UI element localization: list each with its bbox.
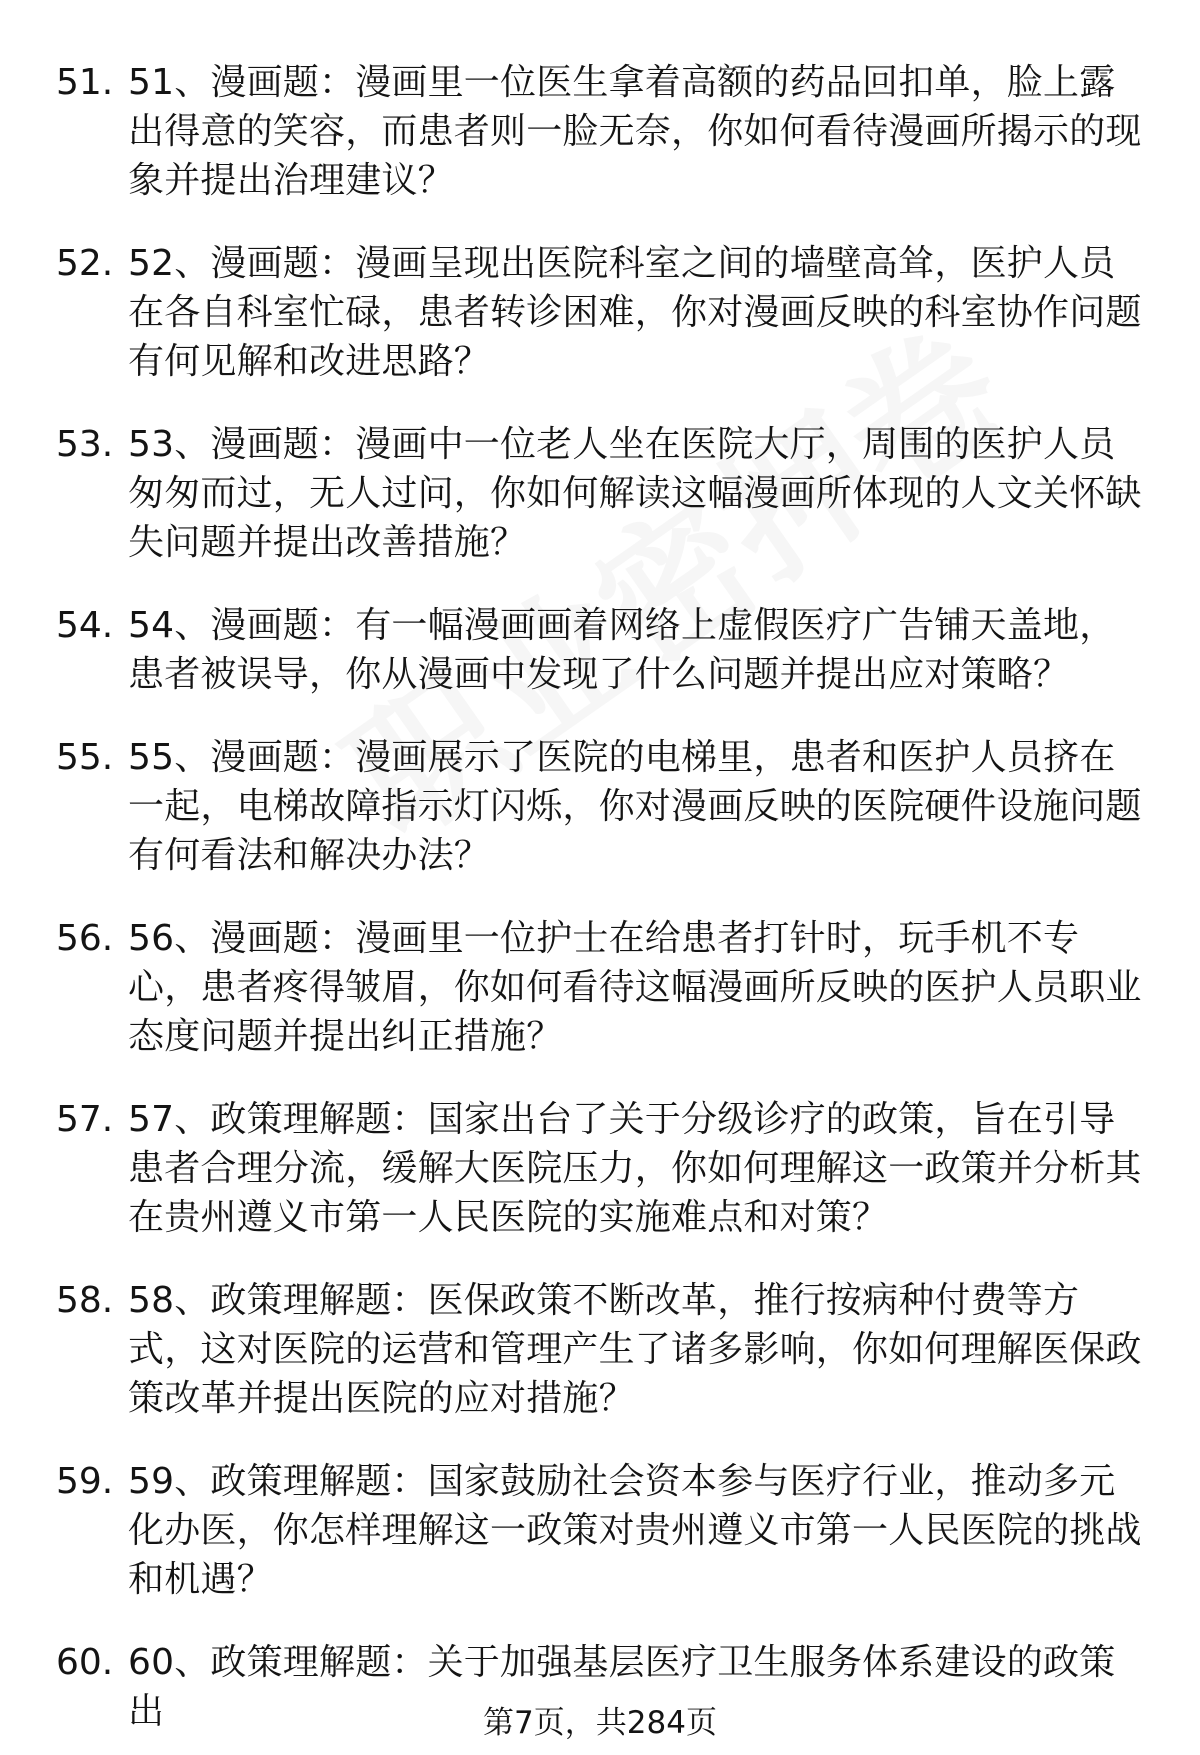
question-text: 54、漫画题：有一幅漫画画着网络上虚假医疗广告铺天盖地，患者被误导，你从漫画中发现了什么问题并提出应对策略？ [128,605,1116,695]
question-text: 59、政策理解题：国家鼓励社会资本参与医疗行业，推动多元化办医，你怎样理解这一政策对贵州遵义市第一人民医院的挑战和机遇？ [128,1461,1142,1600]
question-list [0,58,1200,1755]
question-text: 55、漫画题：漫画展示了医院的电梯里，患者和医护人员挤在一起，电梯故障指示灯闪烁，你对漫画反映的医院硬件设施问题有何看法和解决办法？ [128,737,1142,876]
question-text: 57、政策理解题：国家出台了关于分级诊疗的政策，旨在引导患者合理分流，缓解大医院压力，你如何理解这一政策并分析其在贵州遵义市第一人民医院的实施难点和对策？ [128,1099,1142,1238]
question-item-57 [0,1095,1200,1242]
question-text: 52、漫画题：漫画呈现出医院科室之间的墙壁高耸，医护人员在各自科室忙碌，患者转诊困难，你对漫画反映的科室协作问题有何见解和改进思路？ [128,243,1142,382]
question-item-58 [0,1276,1200,1423]
question-item-54 [0,601,1200,699]
question-number: 53. [56,424,114,465]
question-number: 55. [56,737,114,778]
question-number: 56. [56,918,114,959]
question-text: 60、政策理解题：关于加强基层医疗卫生服务体系建设的政策出 [128,1642,1116,1732]
question-number: 58. [56,1280,114,1321]
question-text: 51、漫画题：漫画里一位医生拿着高额的药品回扣单，脸上露出得意的笑容，而患者则一脸无奈，你如何看待漫画所揭示的现象并提出治理建议？ [128,62,1142,201]
question-text: 58、政策理解题：医保政策不断改革，推行按病种付费等方式，这对医院的运营和管理产生了诸多影响，你如何理解医保政策改革并提出医院的应对措施？ [128,1280,1142,1419]
question-text: 53、漫画题：漫画中一位老人坐在医院大厅，周围的医护人员匆匆而过，无人过问，你如何解读这幅漫画所体现的人文关怀缺失问题并提出改善措施？ [128,424,1142,563]
page-footer: 第7页，共284页 [483,1705,717,1741]
question-item-55 [0,733,1200,880]
question-item-52 [0,239,1200,386]
question-item-56 [0,914,1200,1061]
question-item-51 [0,58,1200,205]
question-number: 51. [56,62,114,103]
question-text: 56、漫画题：漫画里一位护士在给患者打针时，玩手机不专心，患者疼得皱眉，你如何看待这幅漫画所反映的医护人员职业态度问题并提出纠正措施？ [128,918,1142,1057]
question-number: 57. [56,1099,114,1140]
question-number: 52. [56,243,114,284]
question-number: 54. [56,605,114,646]
question-item-53 [0,420,1200,567]
question-number: 59. [56,1461,114,1502]
question-number: 60. [56,1642,114,1683]
question-item-59 [0,1457,1200,1604]
